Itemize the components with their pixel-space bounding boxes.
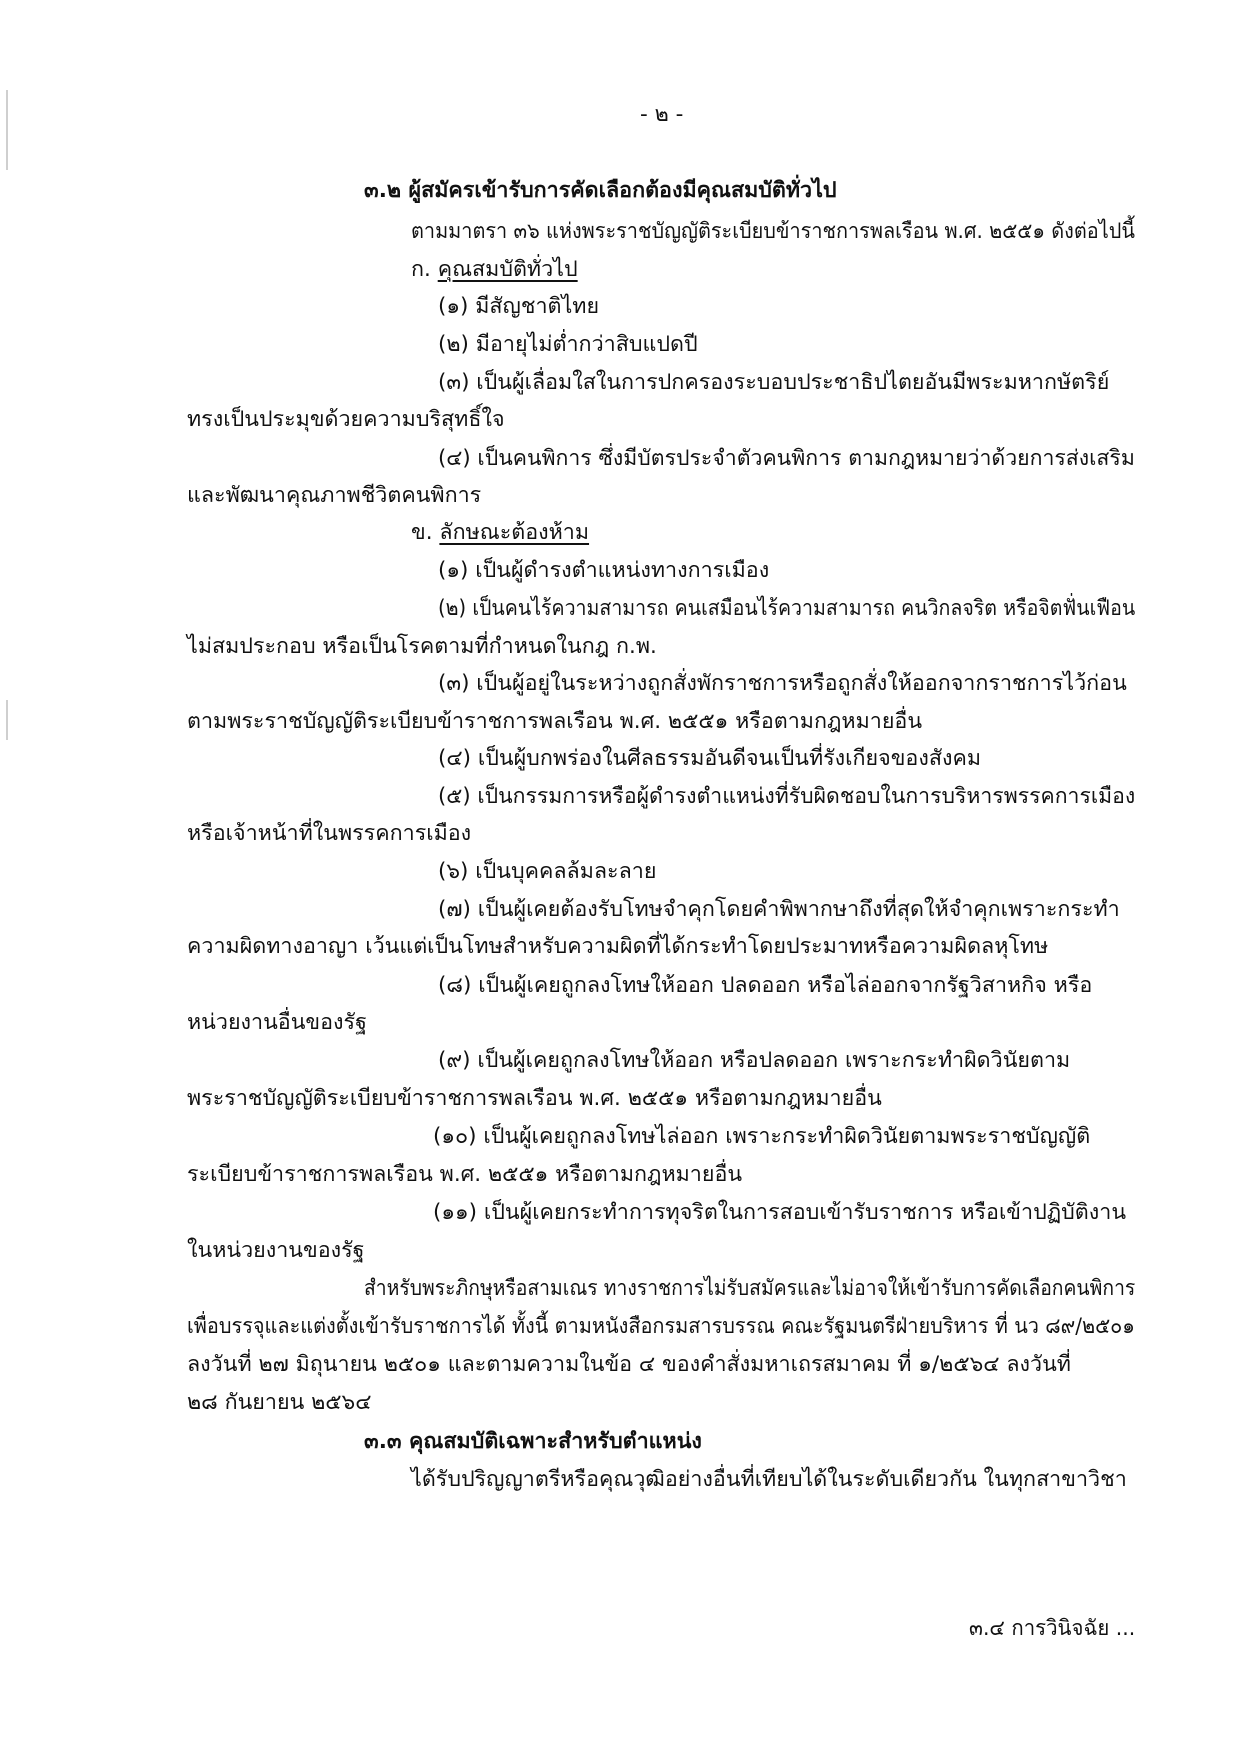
list-item: (๕) เป็นกรรมการหรือผู้ดำรงตำแหน่งที่รับผิดชอบในการบริหารพรรคการเมือง <box>438 784 1136 809</box>
list-item: (๙) เป็นผู้เคยถูกลงโทษให้ออก หรือปลดออก เพราะกระทำผิดวินัยตาม <box>438 1048 1071 1073</box>
list-item: (๘) เป็นผู้เคยถูกลงโทษให้ออก ปลดออก หรือไล่ออกจากรัฐวิสาหกิจ หรือ <box>438 973 1093 998</box>
list-item-continuation: ระเบียบข้าราชการพลเรือน พ.ศ. ๒๕๕๑ หรือตามกฎหมายอื่น <box>187 1162 743 1187</box>
page-number: - ๒ - <box>640 102 684 127</box>
list-item-continuation: ความผิดทางอาญา เว้นแต่เป็นโทษสำหรับความผิดที่ได้กระทำโดยประมาทหรือความผิดลหุโทษ <box>187 934 1049 959</box>
list-item: (๑๐) เป็นผู้เคยถูกลงโทษไล่ออก เพราะกระทำผิดวินัยตามพระราชบัญญัติ <box>433 1124 1091 1149</box>
subsection-prefix: ข. <box>411 520 433 545</box>
list-item-continuation: พระราชบัญญัติระเบียบข้าราชการพลเรือน พ.ศ. ๒๕๕๑ หรือตามกฎหมายอื่น <box>187 1086 882 1111</box>
section-heading: ๓.๓ คุณสมบัติเฉพาะสำหรับตำแหน่ง <box>364 1429 702 1454</box>
list-item-continuation: ทรงเป็นประมุขด้วยความบริสุทธิ์ใจ <box>187 407 505 432</box>
list-item: (๗) เป็นผู้เคยต้องรับโทษจำคุกโดยคำพิพากษาถึงที่สุดให้จำคุกเพราะกระทำ <box>438 897 1120 922</box>
subsection-prefix: ก. <box>411 257 431 282</box>
list-item-continuation: หน่วยงานอื่นของรัฐ <box>187 1010 367 1035</box>
list-item: (๔) เป็นคนพิการ ซึ่งมีบัตรประจำตัวคนพิการ ตามกฎหมายว่าด้วยการส่งเสริม <box>438 446 1135 471</box>
subsection-label: ลักษณะต้องห้าม <box>439 520 590 545</box>
list-item-continuation: และพัฒนาคุณภาพชีวิตคนพิการ <box>187 483 482 508</box>
scan-edge <box>6 700 8 740</box>
section-heading: ๓.๒ ผู้สมัครเข้ารับการคัดเลือกต้องมีคุณสมบัติทั่วไป <box>364 178 837 203</box>
note-paragraph-line: ลงวันที่ ๒๗ มิถุนายน ๒๕๐๑ และตามความในข้อ ๔ ของคำสั่งมหาเถรสมาคม ที่ ๑/๒๕๖๔ ลงวันที่ <box>187 1352 1071 1377</box>
list-item-continuation: หรือเจ้าหน้าที่ในพรรคการเมือง <box>187 821 472 846</box>
list-item: (๑) มีสัญชาติไทย <box>438 294 600 319</box>
note-paragraph-line: เพื่อบรรจุและแต่งตั้งเข้ารับราชการได้ ทั้งนี้ ตามหนังสือกรมสารบรรณ คณะรัฐมนตรีฝ่ายบริหาร ที่ นว ๘๙/๒๕๐๑ <box>187 1314 1135 1339</box>
subsection-label: คุณสมบัติทั่วไป <box>437 257 578 282</box>
list-item: (๒) เป็นคนไร้ความสามารถ คนเสมือนไร้ความสามารถ คนวิกลจริต หรือจิตฟั่นเฟือน <box>438 596 1136 621</box>
continuation-marker: ๓.๔ การวินิจฉัย ... <box>969 1616 1136 1641</box>
list-item: (๓) เป็นผู้เลื่อมใสในการปกครองระบอบประชาธิปไตยอันมีพระมหากษัตริย์ <box>438 370 1110 395</box>
scan-edge <box>6 90 8 170</box>
list-item-continuation: ในหน่วยงานของรัฐ <box>187 1238 365 1263</box>
section-text: ได้รับปริญญาตรีหรือคุณวุฒิอย่างอื่นที่เทียบได้ในระดับเดียวกัน ในทุกสาขาวิชา <box>411 1467 1127 1492</box>
note-paragraph-line: สำหรับพระภิกษุหรือสามเณร ทางราชการไม่รับสมัครและไม่อาจให้เข้ารับการคัดเลือกคนพิการ <box>364 1276 1136 1301</box>
list-item: (๖) เป็นบุคคลล้มละลาย <box>438 859 657 884</box>
intro-text: ตามมาตรา ๓๖ แห่งพระราชบัญญัติระเบียบข้าราชการพลเรือน พ.ศ. ๒๕๕๑ ดังต่อไปนี้ <box>411 219 1135 244</box>
subsection-title <box>411 516 589 550</box>
list-item: (๒) มีอายุไม่ต่ำกว่าสิบแปดปี <box>438 332 698 357</box>
list-item-continuation: ไม่สมประกอบ หรือเป็นโรคตามที่กำหนดในกฎ ก.พ. <box>187 634 657 659</box>
list-item: (๓) เป็นผู้อยู่ในระหว่างถูกสั่งพักราชการหรือถูกสั่งให้ออกจากราชการไว้ก่อน <box>438 671 1127 696</box>
subsection-title <box>411 253 578 287</box>
list-item: (๑๑) เป็นผู้เคยกระทำการทุจริตในการสอบเข้ารับราชการ หรือเข้าปฏิบัติงาน <box>433 1200 1127 1225</box>
list-item: (๔) เป็นผู้บกพร่องในศีลธรรมอันดีจนเป็นที่รังเกียจของสังคม <box>438 746 982 771</box>
list-item-continuation: ตามพระราชบัญญัติระเบียบข้าราชการพลเรือน พ.ศ. ๒๕๕๑ หรือตามกฎหมายอื่น <box>187 709 923 734</box>
note-paragraph-line: ๒๘ กันยายน ๒๕๖๔ <box>187 1390 372 1415</box>
list-item: (๑) เป็นผู้ดำรงตำแหน่งทางการเมือง <box>438 558 770 583</box>
